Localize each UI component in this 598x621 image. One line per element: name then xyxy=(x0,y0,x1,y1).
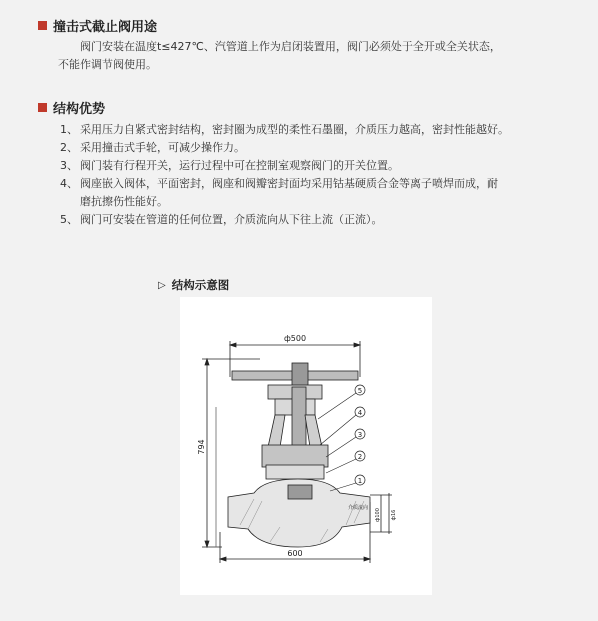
figure-label: ▷ 结构示意图 xyxy=(158,278,230,292)
callout-5: 5 xyxy=(357,387,363,395)
section-advantages-heading xyxy=(38,99,105,115)
usage-line-1: 阀门安装在温度t≤427℃、汽管道上作为启闭装置用，阀门必须处于全开或全关状态， xyxy=(80,40,501,53)
callout-3: 3 xyxy=(357,431,363,439)
usage-line-2: 不能作调节阀使用。 xyxy=(58,58,157,71)
list-item: 2、 采用撞击式手轮，可减少操作力。 xyxy=(60,141,245,154)
red-square-icon xyxy=(38,21,47,30)
advantages-list xyxy=(60,121,585,229)
red-square-icon xyxy=(38,103,47,112)
list-item: 4、 阀座嵌入阀体，平面密封，阀座和阀瓣密封面均采用钴基硬质合金等离子喷焊而成，耐 磨抗擦伤性能好。 xyxy=(60,177,498,208)
triangle-right-icon: ▷ xyxy=(158,279,166,291)
callout-1: 1 xyxy=(357,477,363,485)
list-item: 3、 阀门装有行程开关，运行过程中可在控制室观察阀门的开关位置。 xyxy=(60,159,399,172)
valve-structure-diagram xyxy=(180,297,432,595)
usage-paragraph xyxy=(58,38,578,74)
valve-drawing xyxy=(180,297,432,595)
section-usage-title: 撞击式截止阀用途 xyxy=(53,19,158,35)
dim-d2: ф16 xyxy=(391,509,397,521)
section-advantages-title: 结构优势 xyxy=(53,101,106,117)
callout-2: 2 xyxy=(357,453,363,461)
callout-4: 4 xyxy=(357,409,363,417)
dim-handwheel: ф500 xyxy=(283,334,307,343)
dim-height: 794 xyxy=(197,439,206,455)
dim-length: 600 xyxy=(287,549,303,558)
dim-d1: ф100 xyxy=(375,508,381,522)
list-item: 1、 采用压力自紧式密封结构，密封圈为成型的柔性石墨圈，介质压力越高，密封性能越好。 xyxy=(60,123,509,136)
list-item: 5、 阀门可安装在管道的任何位置，介质流向从下往上流（正流）。 xyxy=(60,213,383,226)
section-usage-heading xyxy=(38,17,157,33)
flow-note: 介质流向 xyxy=(347,505,369,511)
